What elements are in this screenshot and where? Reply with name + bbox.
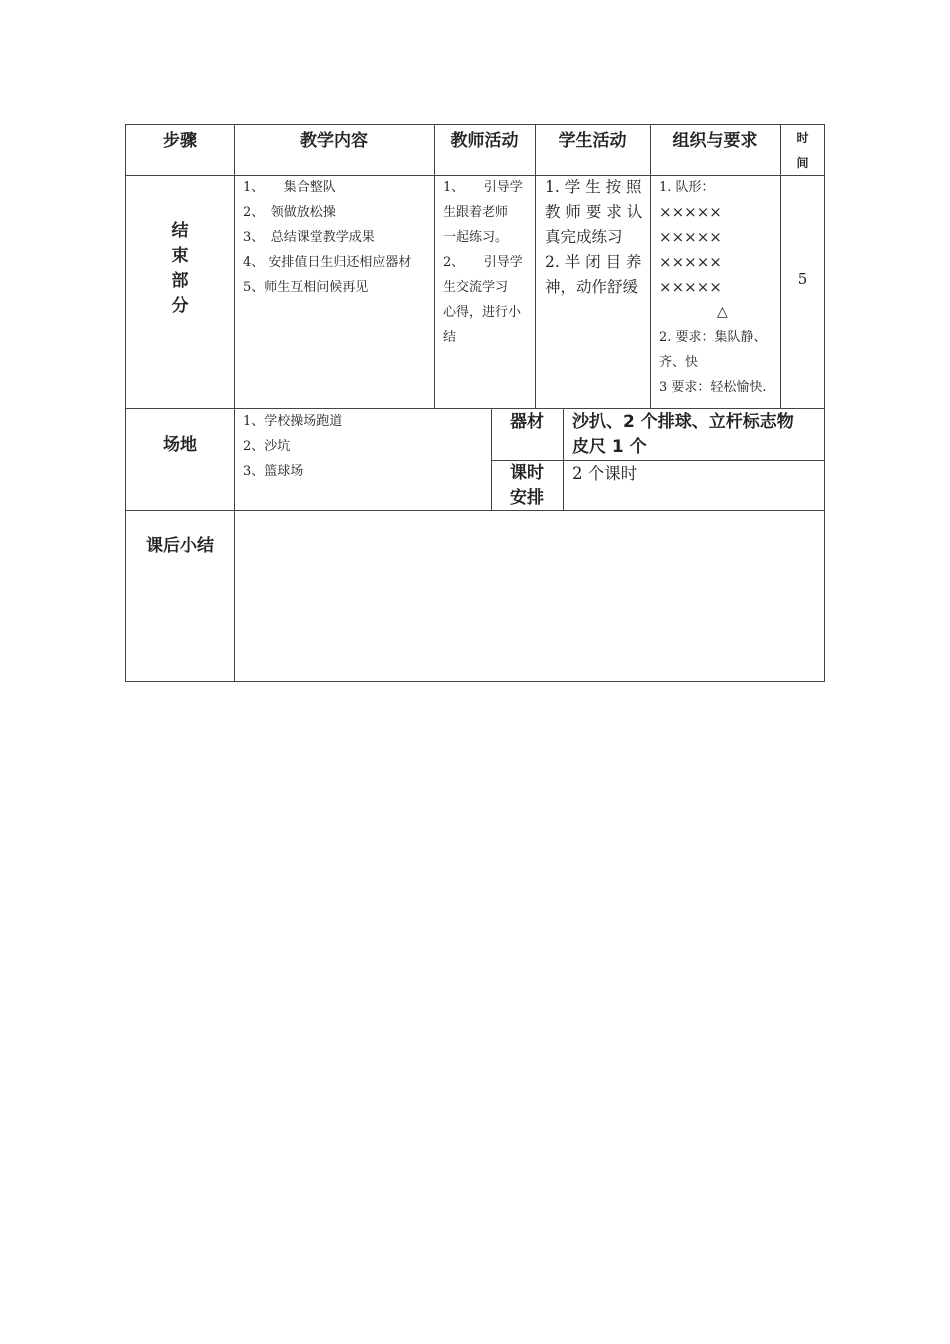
step-char: 束 [171, 246, 189, 266]
table-rule-col1 [234, 124, 235, 682]
teacher-line: 生跟着老师 [443, 205, 509, 220]
table-rule-col3 [535, 124, 536, 409]
content-item: 5、师生互相问候再见 [243, 280, 369, 295]
student-line: 教 师 要 求 认 [545, 203, 643, 221]
venue-item: 3、篮球场 [243, 464, 304, 479]
organization-line: 1. 队形： [659, 180, 715, 195]
teacher-line: 心得，进行小 [443, 305, 522, 320]
content-item: 2、 领做放松操 [243, 205, 336, 220]
teacher-line: 一起练习。 [443, 230, 509, 245]
schedule-label [491, 461, 563, 511]
table-rule-col4 [650, 124, 651, 409]
equipment-label: 器材 [510, 412, 544, 432]
venue-label: 场地 [163, 435, 197, 455]
schedule-value: 2 个课时 [572, 464, 638, 483]
teacher-line: 生交流学习 [443, 280, 509, 295]
header-time [780, 126, 825, 176]
table-rule-equipment-split [563, 408, 564, 511]
header-content: 教学内容 [300, 131, 368, 151]
summary-label: 课后小结 [146, 536, 214, 556]
equipment-value [572, 410, 794, 460]
table-border-bottom [125, 681, 825, 682]
table-border-top [125, 124, 825, 125]
time-value: 5 [797, 270, 808, 288]
table-border-right [824, 124, 825, 682]
organization-line: 齐、快 [659, 355, 699, 370]
header-step: 步骤 [163, 131, 197, 151]
formation-row: ××××× [659, 253, 722, 271]
student-line: 1. 学 生 按 照 [545, 178, 642, 196]
equipment-line: 沙扒、2 个排球、立杆标志物 [572, 412, 794, 432]
student-line: 神，动作舒缓 [545, 278, 639, 296]
student-line: 2. 半 闭 目 养 [545, 253, 642, 271]
table-rule-col2 [434, 124, 435, 409]
content-item: 4、 安排值日生归还相应器材 [243, 255, 412, 270]
step-ending [125, 219, 235, 319]
step-char: 结 [171, 221, 189, 241]
step-char: 分 [171, 296, 189, 316]
schedule-label-line: 课时 [510, 463, 544, 483]
table-rule-venue [125, 510, 825, 511]
organization-line: 2. 要求：集队静、 [659, 330, 767, 345]
venue-item: 1、学校操场跑道 [243, 414, 343, 429]
organization-requirements [659, 175, 767, 400]
formation-row: ××××× [659, 228, 722, 246]
venue-item: 2、沙坑 [243, 439, 291, 454]
content-item: 1、 集合整队 [243, 180, 336, 195]
formation-row: ××××× [659, 203, 722, 221]
teacher-line: 结 [443, 330, 457, 345]
venue-list [243, 409, 342, 484]
header-teacher: 教师活动 [450, 131, 519, 151]
content-item: 3、 总结课堂教学成果 [243, 230, 375, 245]
teacher-activity [443, 175, 523, 350]
header-organization: 组织与要求 [672, 131, 758, 151]
header-student: 学生活动 [558, 131, 627, 151]
teacher-position-marker: △ [717, 304, 728, 320]
content-list [243, 175, 411, 300]
teacher-line: 1、 引导学 [443, 180, 523, 195]
table-rule-ending [125, 408, 825, 409]
step-char: 部 [171, 271, 189, 291]
formation-row: ××××× [659, 278, 722, 296]
schedule-label-line: 安排 [510, 488, 544, 508]
organization-line: 3 要求：轻松愉快. [659, 380, 767, 395]
header-time-line2: 间 [796, 156, 809, 170]
equipment-line: 皮尺 1 个 [572, 437, 647, 457]
student-activity [545, 175, 642, 300]
header-time-line1: 时 [796, 131, 809, 145]
teacher-line: 2、 引导学 [443, 255, 523, 270]
table-border-left [125, 124, 126, 682]
student-line: 真完成练习 [545, 228, 623, 246]
